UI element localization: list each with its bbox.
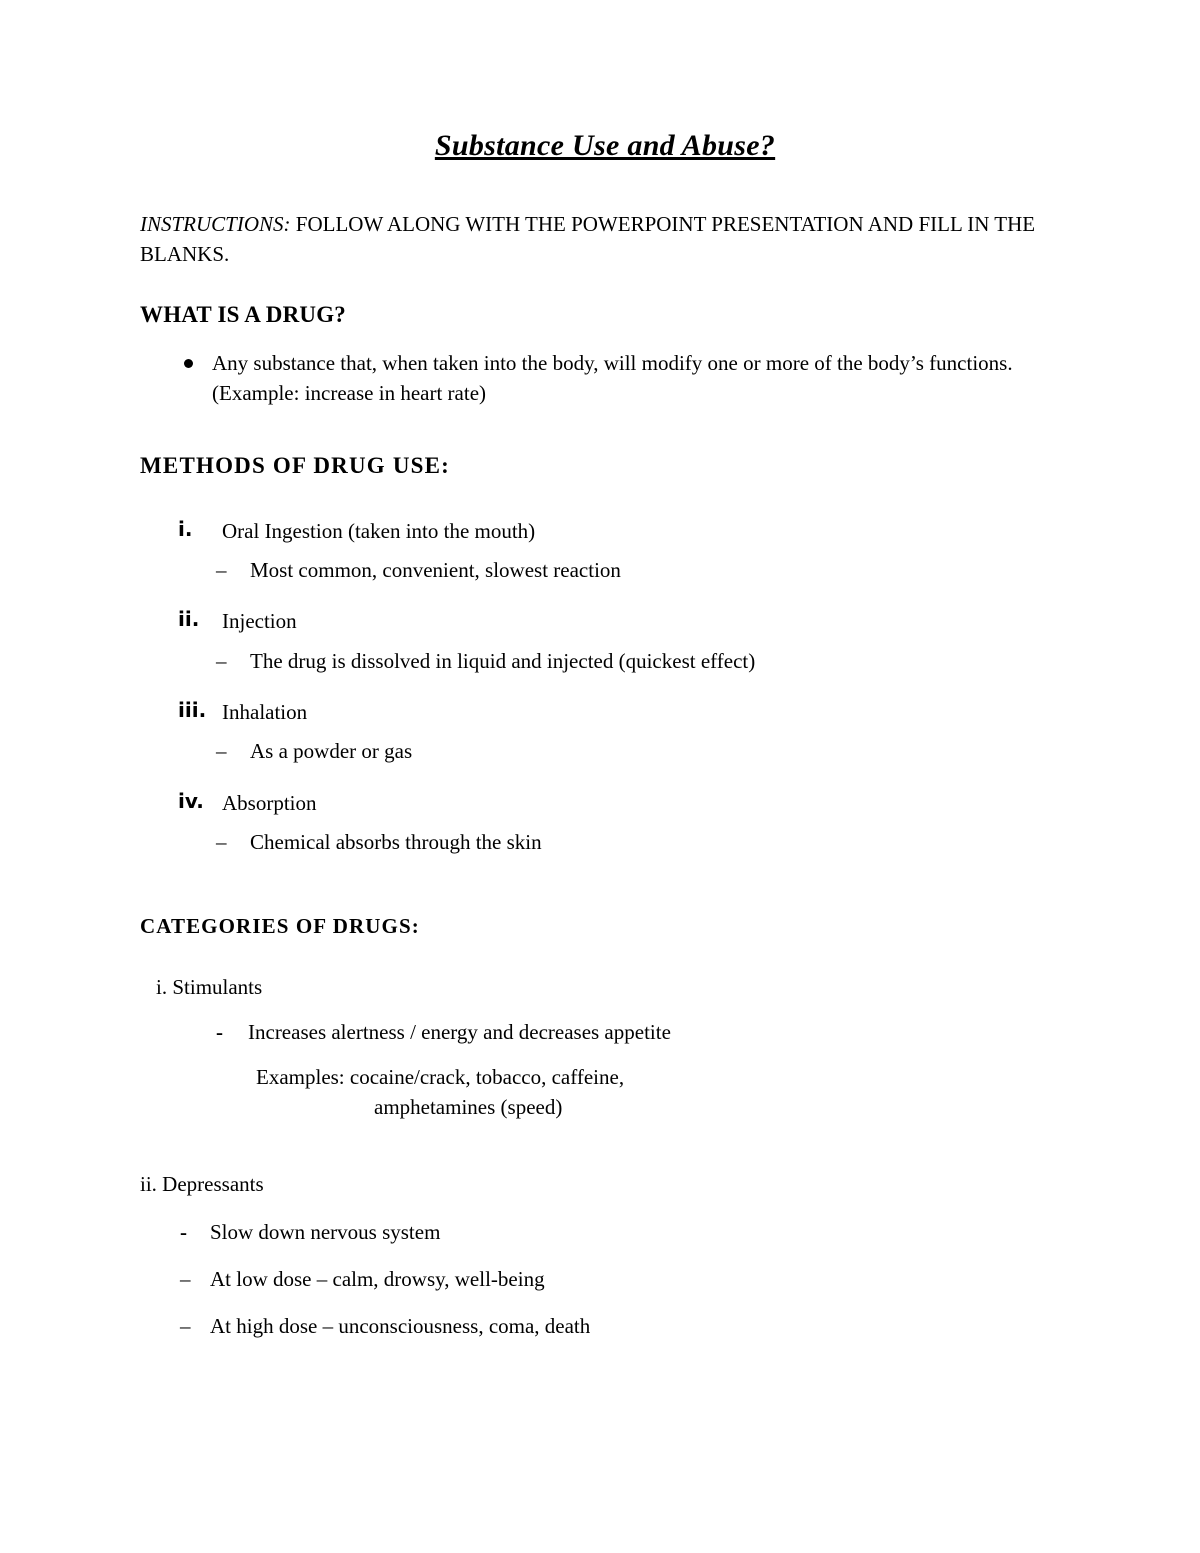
list-item-label: Absorption — [222, 790, 317, 815]
section-heading-what-is-a-drug: WHAT IS A DRUG? — [140, 301, 347, 327]
list-item — [140, 1170, 1070, 1199]
list-item-label: Injection — [222, 609, 297, 634]
section-heading-methods-of-drug-use: METHODS OF DRUG USE: — [140, 452, 451, 478]
list-subitem: – As a powder or gas — [140, 737, 1070, 766]
list-subitem: - Slow down nervous system — [140, 1218, 1070, 1247]
list-item-label: Oral Ingestion (taken into the mouth) — [222, 518, 536, 543]
list-subitem: - Increases alertness / energy and decreases appetite — [140, 1018, 1070, 1047]
document-body — [140, 128, 1070, 1342]
list-item — [140, 973, 1070, 1002]
list-marker: iv. — [178, 788, 204, 813]
list-marker: i. — [178, 516, 193, 541]
list-item-label: Inhalation — [222, 700, 308, 725]
section-heading-categories-of-drugs: CATEGORIES OF DRUGS: — [140, 913, 420, 938]
list-item — [140, 517, 1070, 546]
list-subitem: – The drug is dissolved in liquid and injected (quickest effect) — [140, 647, 1070, 676]
instructions-paragraph — [140, 210, 1070, 270]
list-item-label: Stimulants — [172, 974, 263, 999]
list-subitem: – Chemical absorbs through the skin — [140, 828, 1070, 857]
categories-list — [140, 973, 1070, 1342]
list-marker: ii. — [140, 1172, 157, 1197]
list-item — [140, 698, 1070, 727]
list-item — [140, 607, 1070, 636]
list-marker: iii. — [178, 698, 207, 723]
examples-block — [140, 1063, 1070, 1122]
page-title: Substance Use and Abuse? — [434, 129, 776, 162]
list-marker: ii. — [178, 607, 200, 632]
list-subitem: – At high dose – unconsciousness, coma, death — [140, 1312, 1070, 1341]
examples-label: Examples: — [256, 1065, 345, 1090]
examples-line-1: cocaine/crack, tobacco, caffeine, — [349, 1065, 625, 1090]
list-subitem: – Most common, convenient, slowest reaction — [140, 556, 1070, 585]
instructions-text: FOLLOW ALONG WITH THE POWERPOINT PRESENTATION AND FILL IN THE BLANKS. — [140, 212, 1036, 266]
instructions-label: INSTRUCTIONS: — [140, 212, 291, 236]
list-subitem: – At low dose – calm, drowsy, well-being — [140, 1265, 1070, 1294]
list-item: Any substance that, when taken into the body, will modify one or more of the body’s functions. (Example: increase in heart rate) — [140, 348, 1070, 409]
methods-list — [140, 517, 1070, 858]
list-item-label: Depressants — [162, 1172, 264, 1197]
list-marker: i. — [156, 974, 168, 999]
examples-line-2: amphetamines (speed) — [374, 1094, 563, 1119]
list-item — [140, 789, 1070, 818]
drug-definition-list — [140, 348, 1070, 409]
